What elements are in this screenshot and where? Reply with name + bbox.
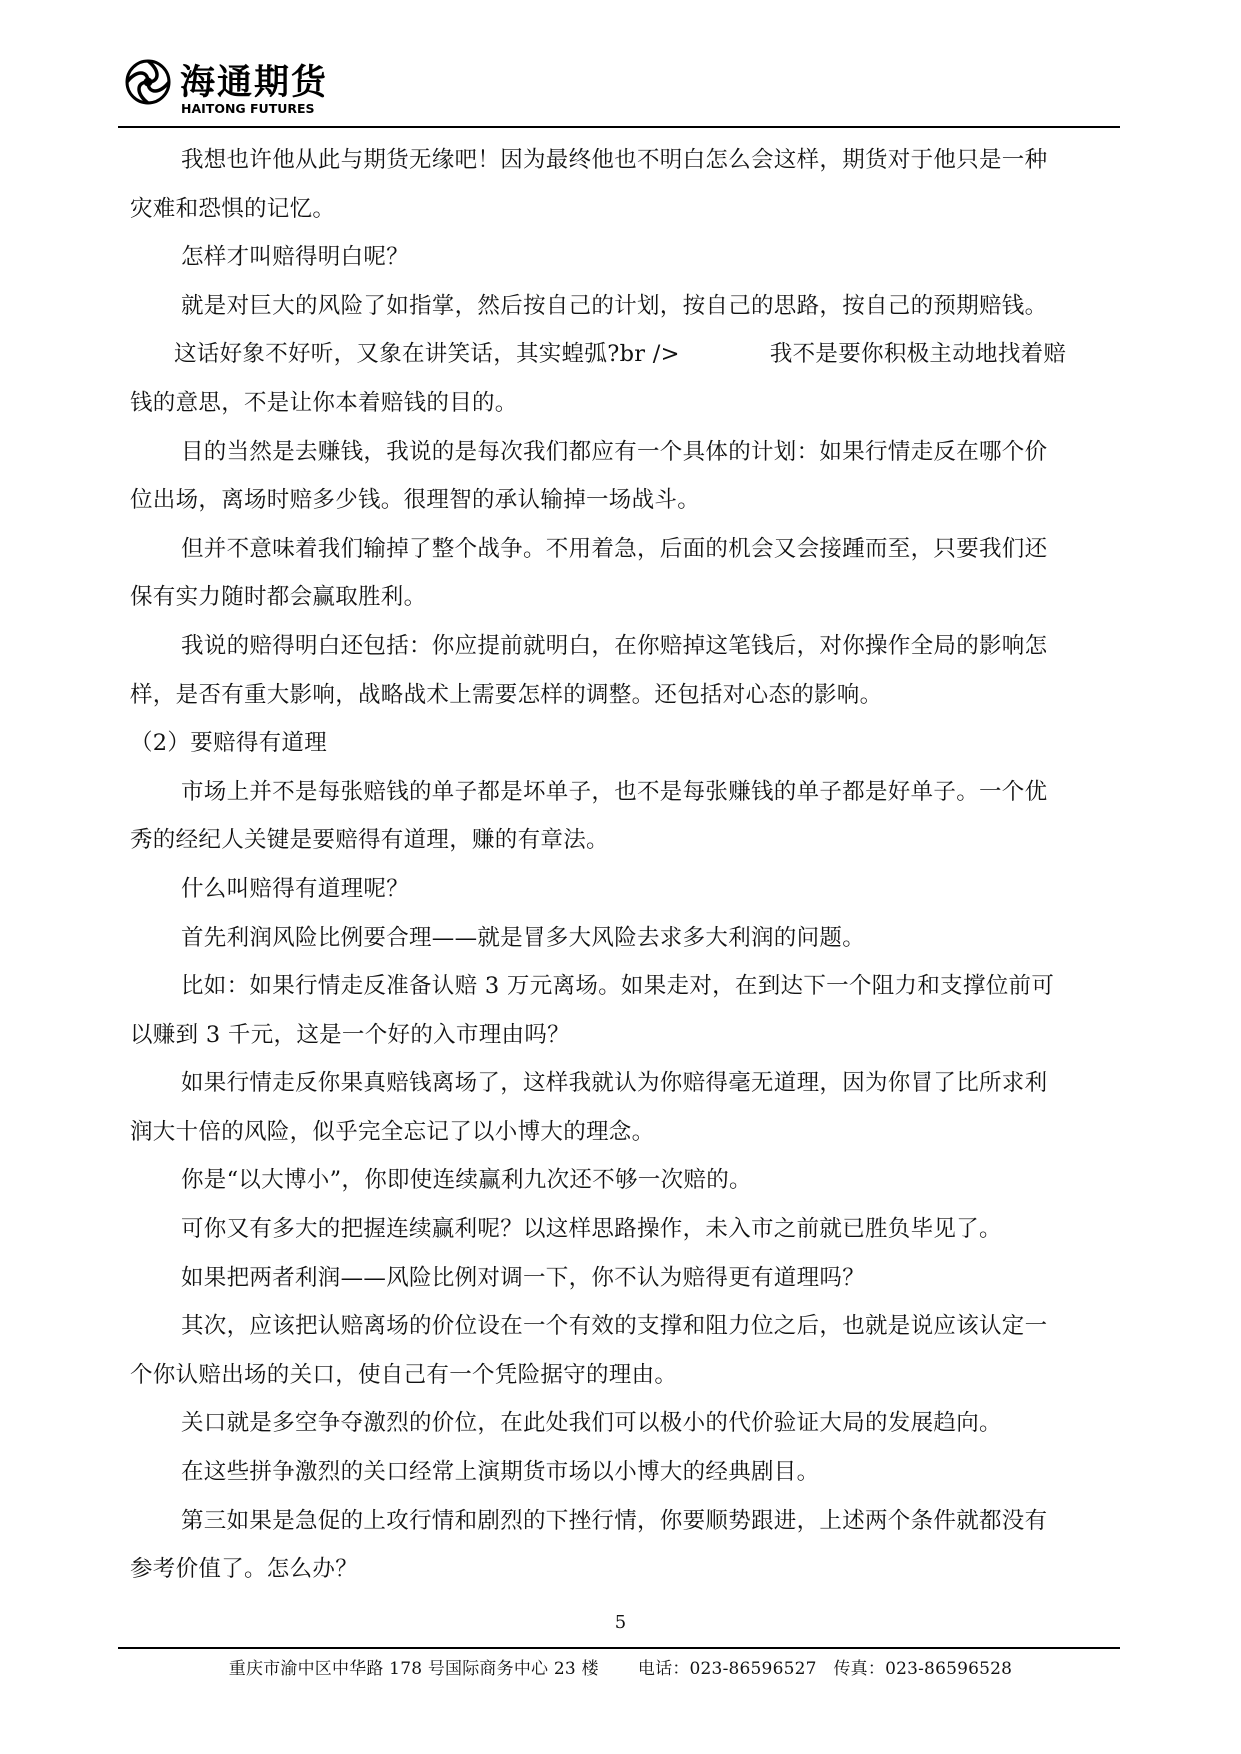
paragraph-line: 你是“以大博小”，你即使连续赢利九次还不够一次赔的。: [181, 1167, 752, 1194]
paragraph-line: 市场上并不是每张赔钱的单子都是坏单子，也不是每张赚钱的单子都是好单子。一个优: [181, 778, 1048, 805]
paragraph-line: 比如：如果行情走反准备认赔 3 万元离场。如果走对，在到达下一个阻力和支撑位前可: [181, 973, 1055, 1000]
paragraph-line: 如果把两者利润——风险比例对调一下，你不认为赔得更有道理吗？: [181, 1264, 866, 1291]
paragraph-line: 第三如果是急促的上攻行情和剧烈的下挫行情，你要顺势跟进，上述两个条件就都没有: [181, 1507, 1048, 1534]
article-body: [120, 136, 1120, 1594]
paragraph-line: 以赚到 3 千元，这是一个好的入市理由吗？: [130, 1021, 570, 1048]
logo-text-cn: 海通期货: [180, 63, 329, 103]
paragraph-line: 钱的意思，不是让你本着赔钱的目的。: [130, 389, 518, 416]
paragraph-line: 个你认赔出场的关口，使自己有一个凭险据守的理由。: [130, 1361, 678, 1388]
paragraph-line: 位出场，离场时赔多少钱。很理智的承认输掉一场战斗。: [130, 487, 701, 514]
paragraph-line: 其次，应该把认赔离场的价位设在一个有效的支撑和阻力位之后，也就是说应该认定一: [181, 1313, 1048, 1340]
footer-phone: 电话：023-86596527: [637, 1659, 817, 1679]
paragraph-line: 我想也许他从此与期货无缘吧！因为最终他也不明白怎么会这样，期货对于他只是一种: [181, 147, 1048, 173]
logo-emblem-icon: [127, 61, 169, 103]
paragraph-line: 什么叫赔得有道理呢？: [181, 875, 410, 902]
logo-text-en: HAITONG FUTURES: [181, 101, 315, 116]
paragraph-line: 可你又有多大的把握连续赢利呢？以这样思路操作，未入市之前就已胜负毕见了。: [181, 1216, 1002, 1243]
page-number: 5: [614, 1612, 627, 1633]
footer-fax: 传真：023-86596528: [833, 1659, 1013, 1679]
page-header: [118, 30, 1120, 128]
paragraph-line: 就是对巨大的风险了如指掌，然后按自己的计划，按自己的思路，按自己的预期赔钱。: [181, 292, 1048, 319]
paragraph-line: 首先利润风险比例要合理——就是冒多大风险去求多大利润的问题。: [181, 924, 866, 951]
page-footer: [0, 1654, 1241, 1679]
paragraph-line: 怎样才叫赔得明白呢？: [181, 244, 410, 271]
paragraph-fragment: 我不是要你积极主动地找着赔: [769, 341, 1067, 368]
paragraph-line: [120, 330, 1120, 379]
broken-markup-text: 这话好象不好听，又象在讲笑话，其实蝗弧?br />: [174, 341, 680, 368]
paragraph-line: 但并不意味着我们输掉了整个战争。不用着急，后面的机会又会接踵而至，只要我们还: [181, 535, 1048, 562]
paragraph-line: 保有实力随时都会赢取胜利。: [130, 584, 427, 611]
paragraph-line: 样，是否有重大影响，战略战术上需要怎样的调整。还包括对心态的影响。: [130, 681, 883, 708]
paragraph-line: 如果行情走反你果真赔钱离场了，这样我就认为你赔得毫无道理，因为你冒了比所求利: [181, 1070, 1048, 1097]
paragraph-line: 目的当然是去赚钱，我说的是每次我们都应有一个具体的计划：如果行情走反在哪个价: [181, 438, 1048, 465]
section-heading: （2）要赔得有道理: [130, 730, 328, 757]
paragraph-line: 润大十倍的风险，似乎完全忘记了以小博大的理念。: [130, 1118, 655, 1145]
paragraph-line: 灾难和恐惧的记忆。: [130, 195, 336, 222]
paragraph-line: 秀的经纪人关键是要赔得有道理，赚的有章法。: [130, 827, 609, 854]
paragraph-line: 在这些拼争激烈的关口经常上演期货市场以小博大的经典剧目。: [181, 1459, 820, 1486]
paragraph-line: 我说的赔得明白还包括：你应提前就明白，在你赔掉这笔钱后，对你操作全局的影响怎: [181, 632, 1048, 659]
paragraph-line: 关口就是多空争夺激烈的价位，在此处我们可以极小的代价验证大局的发展趋向。: [181, 1410, 1002, 1437]
haitong-logo: [118, 30, 358, 126]
footer-divider: [118, 1647, 1120, 1649]
footer-address: 重庆市渝中区中华路 178 号国际商务中心 23 楼: [228, 1659, 599, 1679]
header-divider: [118, 126, 1120, 128]
paragraph-line: 参考价值了。怎么办？: [130, 1556, 359, 1583]
